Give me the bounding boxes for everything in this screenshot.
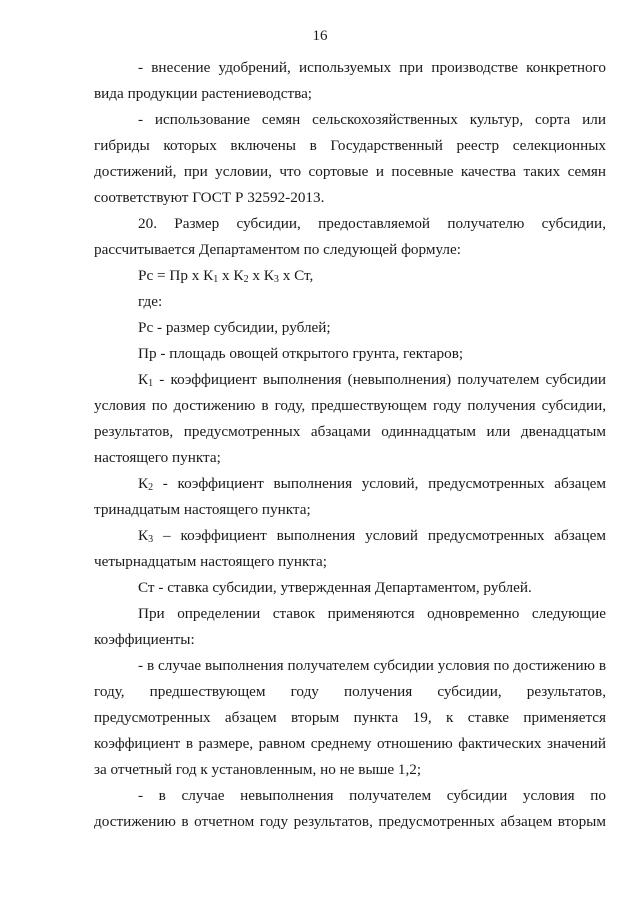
formula-part: х К	[218, 267, 244, 284]
coef-text: - коэффициент выполнения (невыполнения) получателем субсидии условия по достижению в году, предшествующем году получения субсидии, результатов, предусмотренных абзацами одиннадцатым или двенадцатым настоящего пункта;	[94, 371, 606, 466]
formula-part: Рс = Пр х К	[138, 267, 214, 284]
paragraph: где:	[138, 293, 163, 310]
coef-symbol: К	[138, 371, 149, 388]
paragraph: - использование семян сельскохозяйственных культур, сорта или гибриды которых включены в Государственный реестр селекционных достижений, при условии, что сортовые и посевные качества таких семян соответствуют ГОСТ Р 32592-2013.	[94, 111, 606, 206]
coef-subscript: 2	[148, 482, 154, 493]
coef-text: – коэффициент выполнения условий предусмотренных абзацем четырнадцатым настоящего пункта;	[94, 527, 606, 570]
coef-subscript: 1	[148, 378, 154, 389]
paragraph-k1	[94, 367, 606, 471]
paragraph: При определении ставок применяются одновременно следующие коэффициенты:	[94, 605, 606, 648]
paragraph: 20. Размер субсидии, предоставляемой получателю субсидии, рассчитывается Департаментом по следующей формуле:	[94, 215, 606, 258]
formula-part: х К	[248, 267, 274, 284]
paragraph: - в случае выполнения получателем субсидии условия по достижению в году, предшествующем году получения субсидии, результатов, предусмотренных абзацем вторым пункта 19, к ставке применяется коэффициент в размере, равном среднему отношению фактических значений за отчетный год к установленным, но не выше 1,2;	[94, 657, 606, 778]
paragraph: - внесение удобрений, используемых при производстве конкретного вида продукции растениеводства;	[94, 59, 606, 102]
formula	[138, 263, 606, 289]
document-body	[94, 55, 606, 835]
formula-subscript: 3	[273, 274, 279, 285]
coef-symbol: К	[138, 527, 149, 544]
paragraph: - в случае невыполнения получателем субсидии условия по достижению в отчетном году результатов, предусмотренных абзацем вторым	[94, 787, 606, 830]
coef-text: - коэффициент выполнения условий, предусмотренных абзацем тринадцатым настоящего пункта;	[94, 475, 606, 518]
paragraph: Ст - ставка субсидии, утвержденная Департаментом, рублей.	[138, 579, 532, 596]
paragraph-k3	[94, 523, 606, 575]
paragraph: Пр - площадь овощей открытого грунта, гектаров;	[138, 345, 464, 362]
coef-subscript: 3	[148, 534, 154, 545]
formula-subscript: 1	[213, 274, 219, 285]
page-number: 16	[312, 28, 328, 44]
paragraph-k2	[94, 471, 606, 523]
formula-part: х Ст,	[278, 267, 314, 284]
paragraph: Рс - размер субсидии, рублей;	[138, 319, 331, 336]
coef-symbol: К	[138, 475, 149, 492]
formula-subscript: 2	[243, 274, 249, 285]
